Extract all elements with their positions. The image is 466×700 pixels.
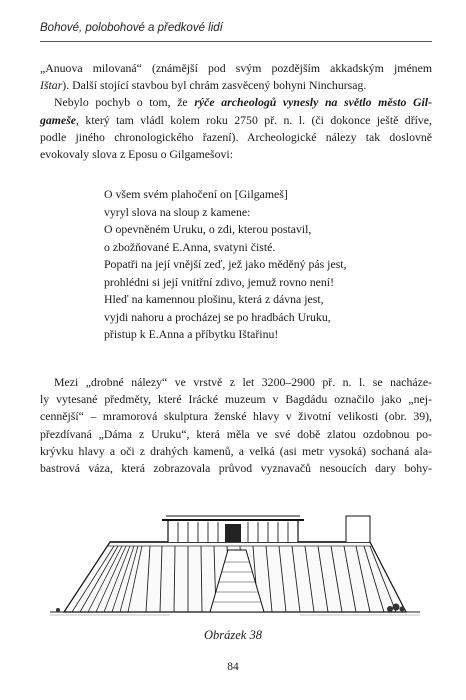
- paragraph-1-line-4: [40, 112, 432, 129]
- header-rule: [40, 41, 432, 42]
- paragraph-2-line: krývku hlavy a oči z drahých kamenů, a velká (asi metr vysoká) sochaná ala-: [40, 443, 432, 458]
- temple-illustration: [50, 512, 420, 618]
- paragraph-1-line-2: [40, 77, 432, 94]
- poem-line: Hleď na kamennou plošinu, která z dávna jest,: [104, 292, 324, 306]
- emphasis-gilgamesh: gameše: [40, 112, 77, 127]
- paragraph-2-line: ly vytesané předměty, které Irácké muzeum v Bagdádu označilo jako „nej-: [40, 392, 432, 407]
- poem-line: vyryl slova na sloup z kamene:: [104, 204, 251, 219]
- running-head: Bohové, polobohové a předkové lidí: [40, 22, 223, 34]
- paragraph-1: [40, 60, 432, 163]
- ishtar-name: Ištar: [40, 78, 63, 93]
- epic-quotation: [104, 186, 434, 344]
- paragraph-1-line-6: evokovaly slova z Eposu o Gilgamešovi:: [40, 147, 233, 162]
- paragraph-2-line: bastrová váza, která zobrazovala průvod vyznavačů nesoucích dary bohy-: [40, 461, 432, 476]
- poem-line: o zbožňované E.Anna, svatyni čisté.: [104, 239, 276, 254]
- figure-caption: Obrázek 38: [204, 628, 262, 642]
- paragraph-1-line-3: [40, 94, 432, 111]
- poem-line: vyjdi nahoru a procházej se po hradbách Uruku,: [104, 309, 331, 324]
- paragraph-2-line: přezdívaná „Dáma z Uruku“, která měla ve své době zlatou ozdobnou po-: [40, 426, 432, 441]
- paragraph-2-line: Mezi „drobné nálezy“ ve vrstvě z let 3200–2900 př. n. l. se nacháze-: [54, 375, 432, 389]
- poem-line: přistup k E.Anna a příbytku Ištařinu!: [104, 327, 279, 341]
- paragraph-2-line: cennější“ – mramorová skulptura ženské hlavy v životní velikosti (obr. 39),: [40, 409, 432, 424]
- paragraph-1-line-5: podle jiného chronologického řazení). Archeologické nálezy tak doslovně: [40, 129, 432, 144]
- paragraph-1-line-3-start: Nebylo pochyb o tom, že: [54, 95, 195, 110]
- poem-line: Popatři na její vnější zeď, jež jako měděný pás jest,: [104, 257, 347, 271]
- poem-line: O opevněném Uruku, o zdi, kterou postavil,: [104, 222, 312, 236]
- poem-line: prohlédni si její vnitřní zdivo, jemuž rovno není!: [104, 274, 334, 289]
- poem-line: O všem svém plahočení on [Gilgameš]: [104, 187, 288, 201]
- emphasis-spades: rýče archeologů vynesly na světlo město Gil-: [194, 95, 433, 110]
- paragraph-2: [40, 374, 432, 477]
- paragraph-1-line-1: „Anuova milovaná“ (známější pod svým pozdějším akkadským jménem: [40, 61, 432, 75]
- paragraph-1-line-2-rest: ). Další stojící stavbou byl chrám zasvěcený bohyni Ninchursag.: [62, 78, 367, 93]
- paragraph-1-line-4-rest: , který tam vládl kolem roku 2750 př. n. l. (či dokonce ještě dříve,: [76, 112, 432, 127]
- page-number: 84: [227, 661, 239, 673]
